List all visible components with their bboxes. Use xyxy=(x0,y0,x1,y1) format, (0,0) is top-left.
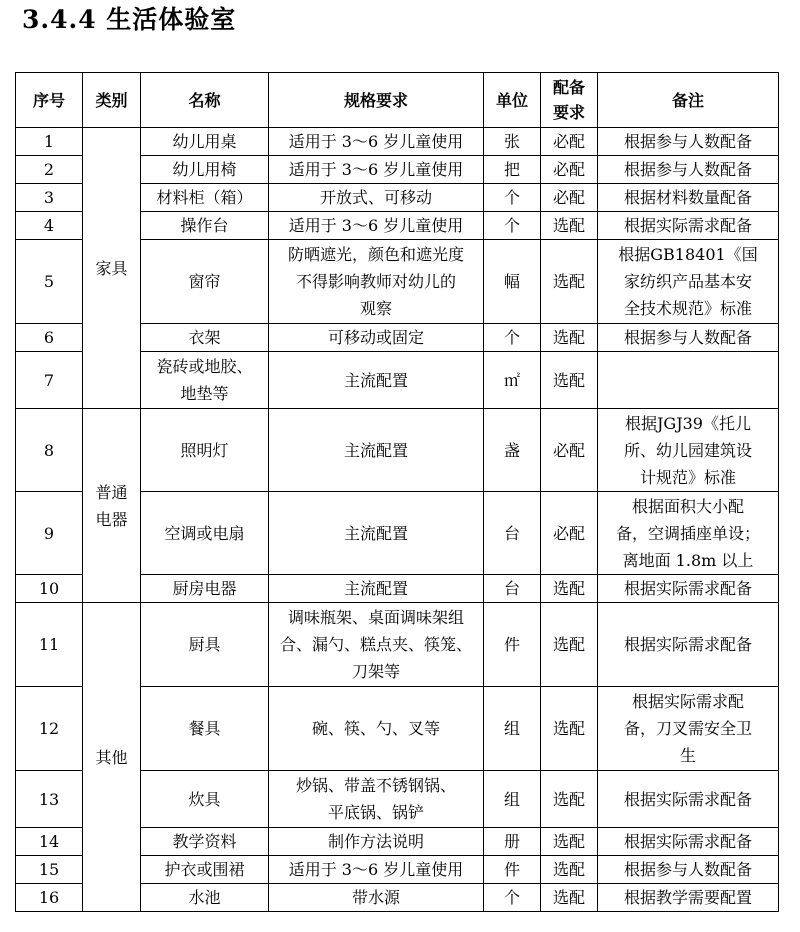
cell-spec: 开放式、可移动 xyxy=(269,184,484,212)
cell-unit: 盏 xyxy=(484,409,541,492)
cell-spec: 主流配置 xyxy=(269,352,484,409)
cell-note: 根据实际需求配备 xyxy=(598,828,779,856)
cell-requirement: 选配 xyxy=(541,687,598,771)
col-header-unit: 单位 xyxy=(484,73,541,128)
cell-unit: ㎡ xyxy=(484,352,541,409)
cell-note: 根据材料数量配备 xyxy=(598,184,779,212)
section-heading: 3.4.4 生活体验室 xyxy=(22,5,237,34)
cell-unit: 个 xyxy=(484,184,541,212)
cell-unit: 个 xyxy=(484,212,541,240)
cell-requirement: 选配 xyxy=(541,324,598,352)
cell-note: 根据实际需求配备 xyxy=(598,575,779,603)
cell-requirement: 选配 xyxy=(541,771,598,828)
cell-no: 12 xyxy=(16,687,83,771)
cell-requirement: 必配 xyxy=(541,156,598,184)
table-row xyxy=(16,409,779,492)
cell-unit: 个 xyxy=(484,884,541,912)
cell-note: 根据参与人数配备 xyxy=(598,156,779,184)
cell-unit: 件 xyxy=(484,856,541,884)
cell-requirement: 必配 xyxy=(541,492,598,575)
cell-category: 其他 xyxy=(83,603,141,912)
cell-spec: 适用于 3～6 岁儿童使用 xyxy=(269,212,484,240)
cell-note: 根据参与人数配备 xyxy=(598,856,779,884)
cell-spec: 主流配置 xyxy=(269,409,484,492)
cell-no: 8 xyxy=(16,409,83,492)
table-row xyxy=(16,603,779,687)
cell-requirement: 选配 xyxy=(541,603,598,687)
cell-name: 水池 xyxy=(141,884,269,912)
cell-spec: 制作方法说明 xyxy=(269,828,484,856)
cell-requirement: 选配 xyxy=(541,212,598,240)
cell-no: 5 xyxy=(16,240,83,324)
cell-name: 厨房电器 xyxy=(141,575,269,603)
cell-note: 根据实际需求配备 xyxy=(598,771,779,828)
cell-requirement: 选配 xyxy=(541,884,598,912)
cell-name: 餐具 xyxy=(141,687,269,771)
cell-no: 13 xyxy=(16,771,83,828)
cell-spec: 适用于 3～6 岁儿童使用 xyxy=(269,156,484,184)
cell-no: 6 xyxy=(16,324,83,352)
cell-spec: 炒锅、带盖不锈钢锅、 平底锅、锅铲 xyxy=(269,771,484,828)
cell-requirement: 必配 xyxy=(541,184,598,212)
cell-name: 窗帘 xyxy=(141,240,269,324)
cell-spec: 可移动或固定 xyxy=(269,324,484,352)
cell-no: 11 xyxy=(16,603,83,687)
cell-name: 幼儿用桌 xyxy=(141,128,269,156)
col-header-no: 序号 xyxy=(16,73,83,128)
cell-name: 材料柜（箱） xyxy=(141,184,269,212)
cell-requirement: 选配 xyxy=(541,240,598,324)
cell-category: 家具 xyxy=(83,128,141,409)
cell-no: 4 xyxy=(16,212,83,240)
cell-note: 根据实际需求配备 xyxy=(598,212,779,240)
cell-spec: 防晒遮光，颜色和遮光度 不得影响教师对幼儿的 观察 xyxy=(269,240,484,324)
col-header-note: 备注 xyxy=(598,73,779,128)
cell-requirement: 选配 xyxy=(541,828,598,856)
cell-unit: 把 xyxy=(484,156,541,184)
col-header-category: 类别 xyxy=(83,73,141,128)
col-header-name: 名称 xyxy=(141,73,269,128)
cell-note: 根据教学需要配置 xyxy=(598,884,779,912)
cell-name: 空调或电扇 xyxy=(141,492,269,575)
cell-unit: 台 xyxy=(484,492,541,575)
header-row xyxy=(16,73,779,128)
cell-spec: 调味瓶架、桌面调味架组 合、漏勺、糕点夹、筷笼、 刀架等 xyxy=(269,603,484,687)
cell-unit: 组 xyxy=(484,771,541,828)
cell-note: 根据JGJ39《托儿 所、幼儿园建筑设 计规范》标准 xyxy=(598,409,779,492)
cell-unit: 件 xyxy=(484,603,541,687)
cell-name: 瓷砖或地胶、 地垫等 xyxy=(141,352,269,409)
cell-name: 照明灯 xyxy=(141,409,269,492)
cell-note xyxy=(598,352,779,409)
cell-spec: 带水源 xyxy=(269,884,484,912)
col-header-spec: 规格要求 xyxy=(269,73,484,128)
cell-name: 教学资料 xyxy=(141,828,269,856)
equipment-table xyxy=(15,72,779,912)
cell-no: 3 xyxy=(16,184,83,212)
cell-no: 15 xyxy=(16,856,83,884)
cell-unit: 张 xyxy=(484,128,541,156)
cell-no: 16 xyxy=(16,884,83,912)
cell-note: 根据参与人数配备 xyxy=(598,324,779,352)
cell-note: 根据实际需求配备 xyxy=(598,603,779,687)
cell-note: 根据GB18401《国 家纺织产品基本安 全技术规范》标准 xyxy=(598,240,779,324)
cell-unit: 台 xyxy=(484,575,541,603)
col-header-requirement: 配备 要求 xyxy=(541,73,598,128)
cell-requirement: 必配 xyxy=(541,128,598,156)
cell-requirement: 选配 xyxy=(541,575,598,603)
cell-name: 幼儿用椅 xyxy=(141,156,269,184)
cell-note: 根据实际需求配 备，刀叉需安全卫 生 xyxy=(598,687,779,771)
cell-name: 护衣或围裙 xyxy=(141,856,269,884)
cell-note: 根据面积大小配 备，空调插座单设； 离地面 1.8m 以上 xyxy=(598,492,779,575)
cell-spec: 主流配置 xyxy=(269,492,484,575)
cell-spec: 碗、筷、勺、叉等 xyxy=(269,687,484,771)
cell-requirement: 必配 xyxy=(541,409,598,492)
cell-no: 2 xyxy=(16,156,83,184)
cell-spec: 适用于 3～6 岁儿童使用 xyxy=(269,856,484,884)
cell-no: 10 xyxy=(16,575,83,603)
cell-no: 7 xyxy=(16,352,83,409)
cell-spec: 适用于 3～6 岁儿童使用 xyxy=(269,128,484,156)
cell-requirement: 选配 xyxy=(541,856,598,884)
cell-spec: 主流配置 xyxy=(269,575,484,603)
cell-no: 9 xyxy=(16,492,83,575)
cell-unit: 幅 xyxy=(484,240,541,324)
cell-note: 根据参与人数配备 xyxy=(598,128,779,156)
cell-no: 1 xyxy=(16,128,83,156)
cell-no: 14 xyxy=(16,828,83,856)
cell-unit: 组 xyxy=(484,687,541,771)
cell-name: 炊具 xyxy=(141,771,269,828)
cell-name: 衣架 xyxy=(141,324,269,352)
cell-name: 厨具 xyxy=(141,603,269,687)
cell-requirement: 选配 xyxy=(541,352,598,409)
cell-name: 操作台 xyxy=(141,212,269,240)
cell-category: 普通 电器 xyxy=(83,409,141,603)
cell-unit: 个 xyxy=(484,324,541,352)
table-row xyxy=(16,128,779,156)
cell-unit: 册 xyxy=(484,828,541,856)
